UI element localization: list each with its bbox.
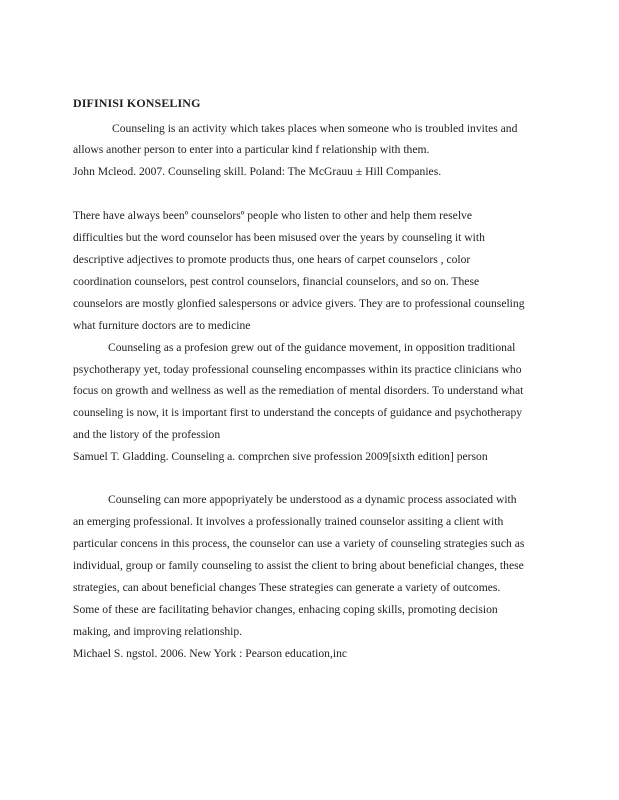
- text-line: difficulties but the word counselor has been misused over the years by counseling it with: [73, 231, 485, 244]
- text-line: particular concens in this process, the counselor can use a variety of counseling strategies such as: [73, 537, 525, 550]
- document-heading: DIFINISI KONSELING: [73, 96, 201, 110]
- text-line: what furniture doctors are to medicine: [73, 319, 251, 332]
- text-line: and the listory of the profession: [73, 428, 221, 441]
- text-line: making, and improving relationship.: [73, 625, 243, 638]
- text-line: descriptive adjectives to promote products thus, one hears of carpet counselors , color: [73, 253, 471, 266]
- text-line: focus on growth and wellness as well as the remediation of mental disorders. To understand what: [73, 384, 524, 397]
- text-line: an emerging professional. It involves a professionally trained counselor assiting a client with: [73, 515, 504, 528]
- text-line: coordination counselors, pest control counselors, financial counselors, and so on. These: [73, 275, 480, 288]
- text-line: Counseling is an activity which takes places when someone who is troubled invites and: [112, 122, 518, 135]
- citation-line: Michael S. ngstol. 2006. New York : Pearson education,inc: [73, 647, 348, 660]
- text-line: counselors are mostly glonfied salespersons or advice givers. They are to professional counseling: [73, 297, 525, 310]
- text-line: Some of these are facilitating behavior changes, enhacing coping skills, promoting decision: [73, 603, 498, 616]
- text-line: counseling is now, it is important first to understand the concepts of guidance and psychotherapy: [73, 406, 523, 419]
- text-line: allows another person to enter into a particular kind f relationship with them.: [73, 143, 430, 156]
- text-line: Counseling can more appopriyately be understood as a dynamic process associated with: [108, 493, 517, 506]
- text-line: There have always beenº counselorsº people who listen to other and help them reselve: [73, 209, 472, 222]
- text-line: strategies, can about beneficial changes These strategies can generate a variety of outcomes.: [73, 581, 501, 594]
- text-line: individual, group or family counseling to assist the client to bring about beneficial changes, these: [73, 559, 524, 572]
- text-line: psychotherapy yet, today professional counseling encompasses within its practice clinicians who: [73, 363, 522, 376]
- citation-line: Samuel T. Gladding. Counseling a. comprchen sive profession 2009[sixth edition] person: [73, 450, 488, 463]
- citation-line: John Mcleod. 2007. Counseling skill. Poland: The McGrauu ± Hill Companies.: [73, 165, 442, 178]
- text-line: Counseling as a profesion grew out of the guidance movement, in opposition traditional: [108, 341, 516, 354]
